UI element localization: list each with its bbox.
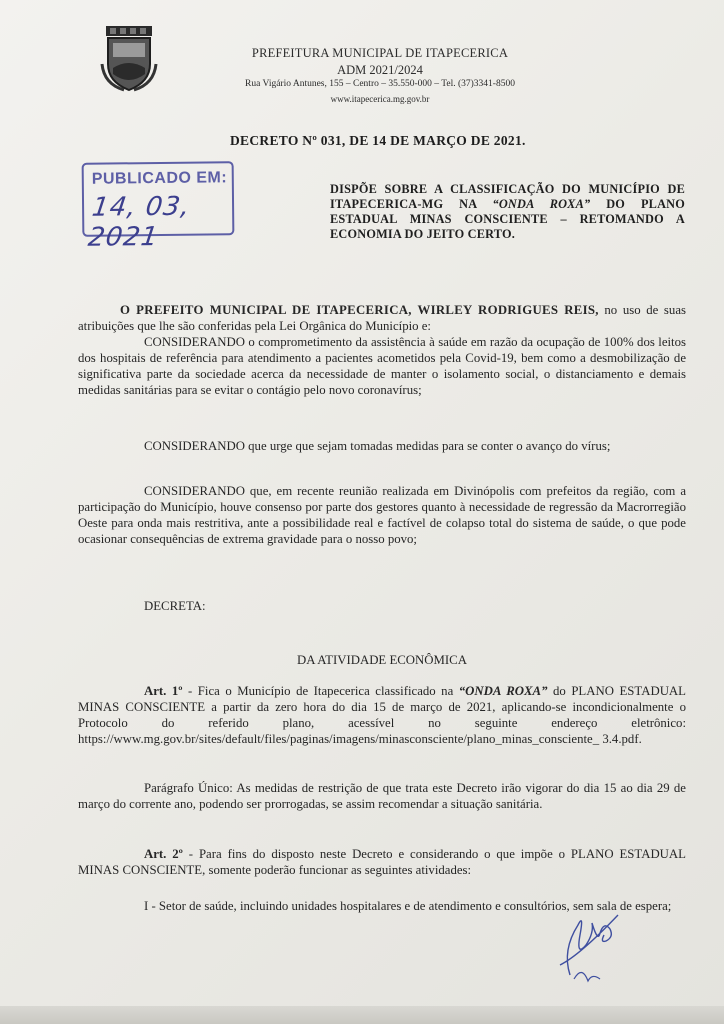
- published-stamp: [82, 161, 235, 253]
- intro-bold: O PREFEITO MUNICIPAL DE ITAPECERICA, WIRLEY RODRIGUES REIS,: [120, 303, 599, 317]
- decreta-text: DECRETA:: [144, 599, 206, 613]
- item-1-text: I - Setor de saúde, incluindo unidades hospitalares e de atendimento e consultórios, sem sala de espera;: [144, 899, 672, 913]
- header-prefeitura: PREFEITURA MUNICIPAL DE ITAPECERICA: [251, 46, 509, 60]
- paragrafo-unico: [78, 780, 686, 812]
- considerando-2: [78, 438, 686, 454]
- article-1-onda-roxa: “ONDA ROXA”: [458, 684, 548, 698]
- paragrafo-unico-text: Parágrafo Único: As medidas de restrição de que trata este Decreto irão vigorar do dia 15 ao dia 29 de março do corrente ano, podendo ser prorrogadas, se assim recomendar a situação sanitária.: [78, 781, 686, 811]
- decree-title: DECRETO Nº 031, DE 14 DE MARÇO DE 2021.: [230, 133, 526, 148]
- article-1-part-a: - Fica o Município de Itapecerica classificado na: [182, 684, 459, 698]
- considerando-2-text: CONSIDERANDO que urge que sejam tomadas medidas para se conter o avanço do vírus;: [144, 439, 611, 453]
- decreta-heading: [78, 598, 686, 614]
- summary-onda-roxa: “ONDA ROXA”: [492, 197, 591, 211]
- decree-summary: [330, 182, 685, 242]
- article-1: [78, 683, 686, 747]
- article-2: [78, 846, 686, 878]
- header-address: Rua Vigário Antunes, 155 – Centro – 35.550-000 – Tel. (37)3341-8500: [245, 79, 515, 89]
- summary-part-a: DISPÕE SOBRE A CLASSIFICAÇÃO DO MUNICÍPIO DE ITAPECERICA-MG NA: [330, 182, 685, 211]
- section-heading: DA ATIVIDADE ECONÔMICA: [297, 653, 467, 667]
- article-2-text: - Para fins do disposto neste Decreto e considerando o que impõe o PLANO ESTADUAL MINAS CONSCIENTE, somente poderão funcionar as seguintes atividades:: [78, 847, 686, 877]
- article-1-label: Art. 1º: [144, 684, 183, 698]
- municipal-coat-of-arms: [100, 24, 158, 94]
- considerando-1: [78, 334, 686, 398]
- header-administration: ADM 2021/2024: [337, 63, 423, 77]
- considerando-1-text: CONSIDERANDO o comprometimento da assistência à saúde em razão da ocupação de 100% dos leitos dos hospitais de referência para atendimento a pacientes acometidos pela Covid-19, bem como a desmobilização de significativa parte da sociedade acerca da necessidade de manter o isolamento social, o distanciamento e demais medidas sanitárias para se evitar o contágio pelo novo coronavírus;: [78, 335, 686, 397]
- considerando-3-text: CONSIDERANDO que, em recente reunião realizada em Divinópolis com prefeitos da região, com a participação do Município, houve consenso por parte dos gestores quanto à necessidade de regressão da Macrorregião Oeste para onda mais restritiva, ante a possibilidade real e factível de colapso total do sistema de saúde, o que pode ocasionar consequências de extrema gravidade para o nosso povo;: [78, 484, 686, 546]
- article-1-part-c: do PLANO ESTADUAL MINAS CONSCIENTE a partir da zero hora do dia 15 de março de 2021, aplicando-se incondicionalmente o Protocolo do referido plano, acessível no seguinte endereço eletrônico: https://www.mg.gov.br/sites/default/files/paginas/imagens/minasconsciente/plano_minas_consciente_ 3.4.pdf.: [78, 684, 686, 746]
- article-2-label: Art. 2º: [144, 847, 183, 861]
- intro-paragraph: [78, 302, 686, 334]
- intro-rest: no uso de suas atribuições que lhe são conferidas pela Lei Orgânica do Município e:: [78, 303, 686, 333]
- stamp-date: 14, 03, 2021: [86, 191, 193, 253]
- stamp-label: PUBLICADO EM:: [91, 169, 228, 188]
- summary-part-c: DO PLANO ESTADUAL MINAS CONSCIENTE – RETOMANDO A ECONOMIA DO JEITO CERTO.: [330, 197, 685, 241]
- handwritten-signature: [540, 895, 630, 985]
- considerando-3: [78, 483, 686, 547]
- header-website: www.itapecerica.mg.gov.br: [330, 94, 430, 104]
